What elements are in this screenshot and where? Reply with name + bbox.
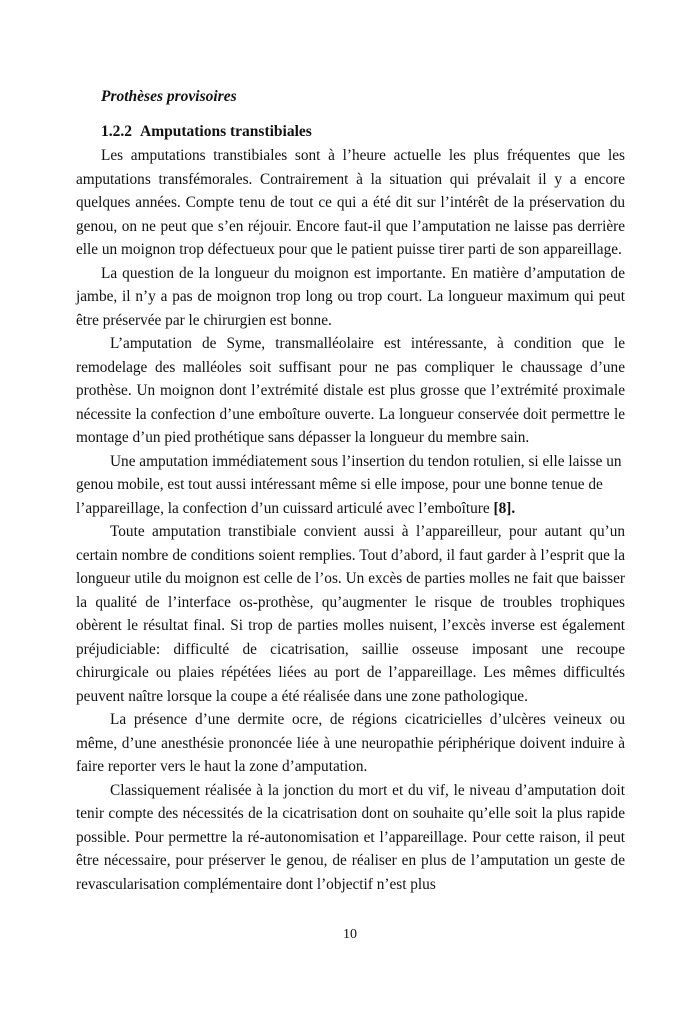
paragraph-2: La question de la longueur du moignon est importante. En matière d’amputation de jambe, il n’y a pas de moignon trop long ou trop court. La longueur maximum qui peut être préservée par le chirurgien est bonne. [76, 264, 625, 329]
paragraph-6: La présence d’une dermite ocre, de régions cicatricielles d’ulcères veineux ou même, d’une anesthésie prononcée liée à une neuropathie périphérique doivent induire à faire reporter vers le haut la zone d’amputation. [76, 711, 625, 775]
paragraph-5: Toute amputation transtibiale convient aussi à l’appareilleur, pour autant qu’un certain nombre de conditions soient remplies. Tout d’abord, il faut garder à l’esprit que la longueur utile du moignon est celle de l’os. Un excès de parties molles ne fait que baisser la qualité de l’interface os-prothèse, qu’augmenter le risque de troubles trophiques obèrent le résultat final. Si trop de parties molles nuisent, l’excès inverse est également préjudiciable: difficulté de cicatrisation, saillie osseuse imposant une recoupe chirurgicale ou plaies répétées liées au port de l’appareillage. Les mêmes difficultés peuvent naître lorsque la coupe a été réalisée dans une zone pathologique. [76, 523, 625, 705]
page-number: 10 [343, 927, 357, 942]
paragraph-4 [76, 450, 625, 521]
subsection-number: 1.2.2 [101, 123, 132, 140]
body-text [76, 144, 625, 896]
section-title: Prothèses provisoires [101, 88, 237, 105]
paragraph-7: Classiquement réalisée à la jonction du mort et du vif, le niveau d’amputation doit tenir compte des nécessités de la cicatrisation dont on souhaite qu’elle soit la plus rapide possible. Pour permettre la ré-autonomisation et l’appareillage. Pour cette raison, il peut être nécessaire, pour préserver le genou, de réaliser en plus de l’amputation un geste de revascularisation complémentaire dont l’objectif n’est plus [76, 781, 625, 893]
subsection-title: Amputations transtibiales [140, 123, 312, 140]
paragraph-4-text: Une amputation immédiatement sous l’insertion du tendon rotulien, si elle laisse un genou mobile, est tout aussi intéressant même si elle impose, pour une bonne tenue de l’appareillage, la confection d’un cuissard articulé avec l’emboîture [76, 452, 622, 517]
paragraph-1: Les amputations transtibiales sont à l’heure actuelle les plus fréquentes que les amputations transfémorales. Contrairement à la situation qui prévalait il y a encore quelques années. Compte tenu de tout ce qui a été dit sur l’intérêt de la préservation du genou, on ne peut que s’en réjouir. Encore faut-il que l’amputation ne laisse pas derrière elle un moignon trop défectueux pour que le patient puisse tirer parti de son appareillage. [76, 147, 625, 258]
subsection-heading [101, 121, 312, 143]
paragraph-3: L’amputation de Syme, transmalléolaire est intéressante, à condition que le remodelage des malléoles soit suffisant pour ne pas compliquer le chaussage d’une prothèse. Un moignon dont l’extrémité distale est plus grosse que l’extrémité proximale nécessite la confection d’une emboîture ouverte. La longueur conservée doit permettre le montage d’un pied prothétique sans dépasser la longueur du membre sain. [76, 335, 625, 446]
reference-citation: [8]. [493, 499, 516, 517]
